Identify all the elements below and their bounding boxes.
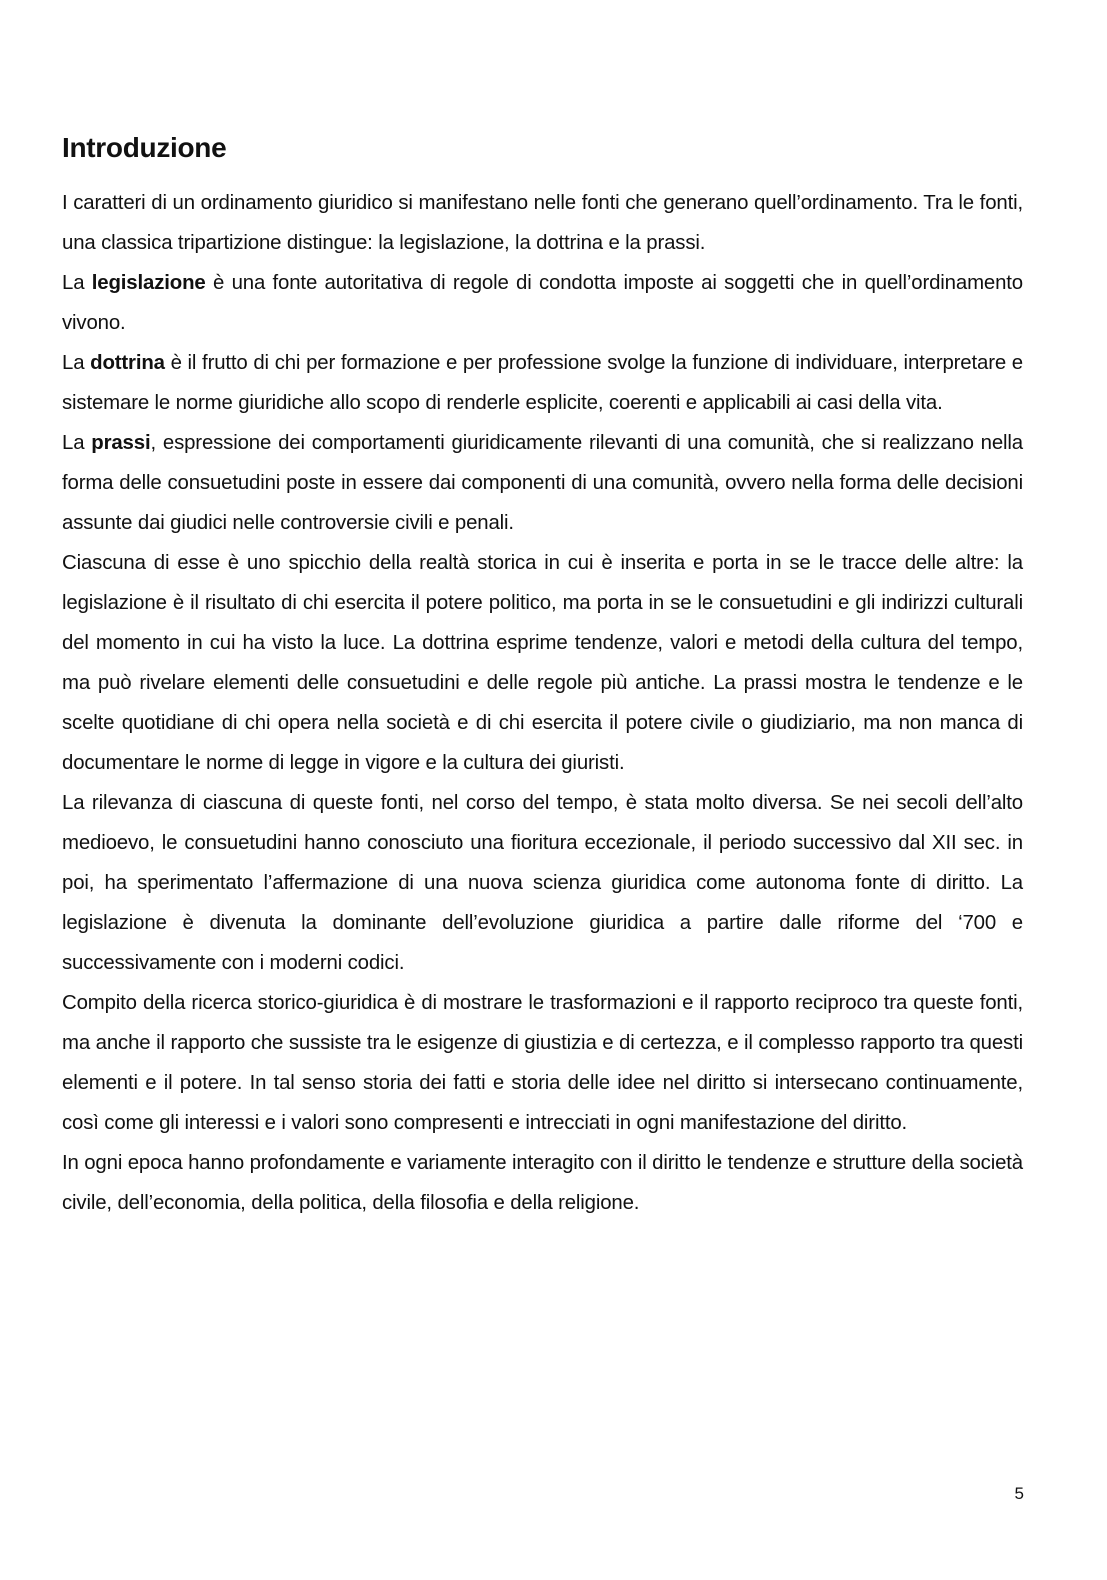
paragraph-rest: è il frutto di chi per formazione e per professione svolge la funzione di individuare, interpretare e sistemare le norme giuridiche allo scopo di renderle esplicite, coerenti e applicabili ai casi della vita. <box>62 352 1023 414</box>
page-title: Introduzione <box>62 132 227 163</box>
paragraph-epoca: In ogni epoca hanno profondamente e variamente interagito con il diritto le tendenze e strutture della società civile, dell’economia, della politica, della filosofia e della religione. <box>62 1152 1023 1214</box>
paragraph-compito: Compito della ricerca storico-giuridica è di mostrare le trasformazioni e il rapporto reciproco tra queste fonti, ma anche il rapporto che sussiste tra le esigenze di giustizia e di certezza, e il complesso rapporto tra questi elementi e il potere. In tal senso storia dei fatti e storia delle idee nel diritto si intersecano continuamente, così come gli interessi e i valori sono compresenti e intrecciati in ogni manifestazione del diritto. <box>62 992 1023 1134</box>
paragraph-prefix: La <box>62 352 91 374</box>
paragraph-prefix: La <box>62 272 92 294</box>
paragraph-rest: è una fonte autoritativa di regole di condotta imposte ai soggetti che in quell’ordinamento vivono. <box>62 272 1023 334</box>
paragraph-rest: , espressione dei comportamenti giuridicamente rilevanti di una comunità, che si realizzano nella forma delle consuetudini poste in essere dai componenti di una comunità, ovvero nella forma delle decisioni assunte dai giudici nelle controversie civili e penali. <box>62 432 1023 534</box>
paragraph-intro: I caratteri di un ordinamento giuridico si manifestano nelle fonti che generano quell’ordinamento. Tra le fonti, una classica tripartizione distingue: la legislazione, la dottrina e la prassi. <box>62 192 1023 254</box>
paragraph-prassi <box>62 423 1023 543</box>
term-legislazione: legislazione <box>91 272 206 294</box>
paragraph-ciascuna: Ciascuna di esse è uno spicchio della realtà storica in cui è inserita e porta in se le tracce delle altre: la legislazione è il risultato di chi esercita il potere politico, ma porta in se le consuetudini e gli indirizzi culturali del momento in cui ha visto la luce. La dottrina esprime tendenze, valori e metodi della cultura del tempo, ma può rivelare elementi delle consuetudini e delle regole più antiche. La prassi mostra le tendenze e le scelte quotidiane di chi opera nella società e di chi esercita il potere civile o giudiziario, ma non manca di documentare le norme di legge in vigore e la cultura dei giuristi. <box>62 552 1023 774</box>
page-number: 5 <box>1014 1484 1024 1503</box>
paragraph-rilevanza: La rilevanza di ciascuna di queste fonti, nel corso del tempo, è stata molto diversa. Se nei secoli dell’alto medioevo, le consuetudini hanno conosciuto una fioritura eccezionale, il periodo successivo dal XII sec. in poi, ha sperimentato l’affermazione di una nuova scienza giuridica come autonoma fonte di diritto. La legislazione è divenuta la dominante dell’evoluzione giuridica a partire dalle riforme del ‘700 e successivamente con i moderni codici. <box>62 792 1023 974</box>
paragraph-dottrina <box>62 343 1023 423</box>
paragraph-prefix: La <box>62 432 92 454</box>
body-text <box>62 183 1023 1223</box>
term-dottrina: dottrina <box>90 352 165 374</box>
paragraph-legislazione <box>62 263 1023 343</box>
term-prassi: prassi <box>91 432 151 454</box>
